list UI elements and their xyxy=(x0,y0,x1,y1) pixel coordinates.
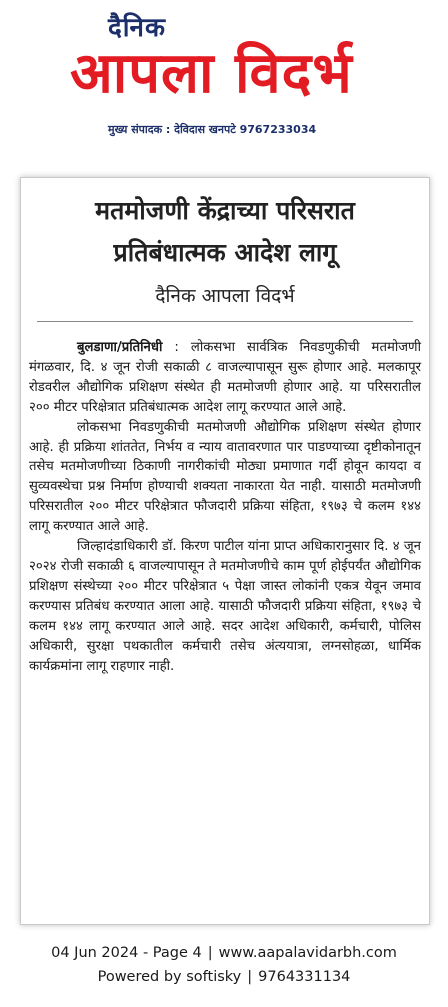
footer-line-2 xyxy=(0,969,448,985)
footer-phone: 9764331134 xyxy=(258,969,351,985)
footer-separator: | xyxy=(247,969,253,985)
paragraph-2: लोकसभा निवडणुकीची मतमोजणी औद्योगिक प्रशिक्षण संस्थेत होणार आहे. ही प्रक्रिया शांततेत, निर्भय व न्याय वातावरणात पार पाडण्याच्या दृष्टीकोनातून तसेच मतमोजणीच्या ठिकाणी नागरीकांची मोठ्या प्रमाणात गर्दी होवून कायदा व सुव्यवस्थेचा प्रश्न निर्माण होण्याची शक्यता नाकारता येत नाही. यासाठी मतमोजणी परिसरातील २०० मीटर परिक्षेत्रात फौजदारी प्रक्रिया संहिता, १९७३ चे कलम १४४ लागू करण्यात आले आहे. xyxy=(29,419,421,535)
editor-name: देविदास खनपटे 9767233034 xyxy=(170,123,317,136)
footer-powered-by: Powered by softisky xyxy=(97,969,242,985)
masthead xyxy=(0,0,448,150)
headline-line-1: मतमोजणी केंद्राच्या परिसरात xyxy=(95,196,355,225)
masthead-title: आपला विदर्भ xyxy=(70,41,353,106)
headline xyxy=(21,190,429,274)
editor-label: मुख्य संपादक : xyxy=(108,123,171,136)
footer-website-link[interactable]: www.aapalavidarbh.com xyxy=(218,945,397,961)
paragraph-3: जिल्हादंडाधिकारी डॉ. किरण पाटील यांना प्राप्त अधिकारानुसार दि. ४ जून २०२४ रोजी सकाळी ६ वाजल्यापासून ते मतमोजणीचे काम पूर्ण होईपर्यंत औद्योगिक प्रशिक्षण संस्थेच्या २०० मीटर परिक्षेत्रात ५ पेक्षा जास्त लोकांनी एकत्र येवून जमाव करण्यास प्रतिबंध करण्यात आला आहे. यासाठी फौजदारी प्रक्रिया संहिता, १९७३ चे कलम १४४ लागू करण्यात आले आहे. सदर आदेश अधिकारी, कर्मचारी, पोलिस अधिकारी, सुरक्षा पथकातील कर्मचारी तसेच अंत्ययात्रा, लग्नसोहळा, धार्मिक कार्यक्रमांना लागू राहणार नाही. xyxy=(29,539,421,674)
news-clipping xyxy=(20,177,430,925)
footer-date-page: 04 Jun 2024 - Page 4 xyxy=(51,945,202,961)
masthead-prefix: दैनिक xyxy=(108,13,166,43)
divider xyxy=(37,321,413,322)
dateline: बुलडाणा/प्रतिनिधी xyxy=(77,340,163,355)
footer-line-1 xyxy=(0,945,448,961)
editor-line xyxy=(108,122,316,137)
article-body xyxy=(29,338,421,676)
paragraph-1 xyxy=(29,338,421,418)
byline: दैनिक आपला विदर्भ xyxy=(155,285,295,307)
paragraph-1-text: : लोकसभा सार्वत्रिक निवडणुकीची मतमोजणी मंगळवार, दि. ४ जून रोजी सकाळी ८ वाजल्यापासून सुरू होणार आहे. मलकापूर रोडवरील औद्योगिक प्रशिक्षण संस्थेत ही मतमोजणी होणार आहे. या परिसरातील २०० मीटर परिक्षेत्रात प्रतिबंधात्मक आदेश लागू करण्यात आले आहे. xyxy=(29,340,421,415)
headline-line-2: प्रतिबंधात्मक आदेश लागू xyxy=(113,238,337,267)
footer-separator: | xyxy=(207,945,213,961)
